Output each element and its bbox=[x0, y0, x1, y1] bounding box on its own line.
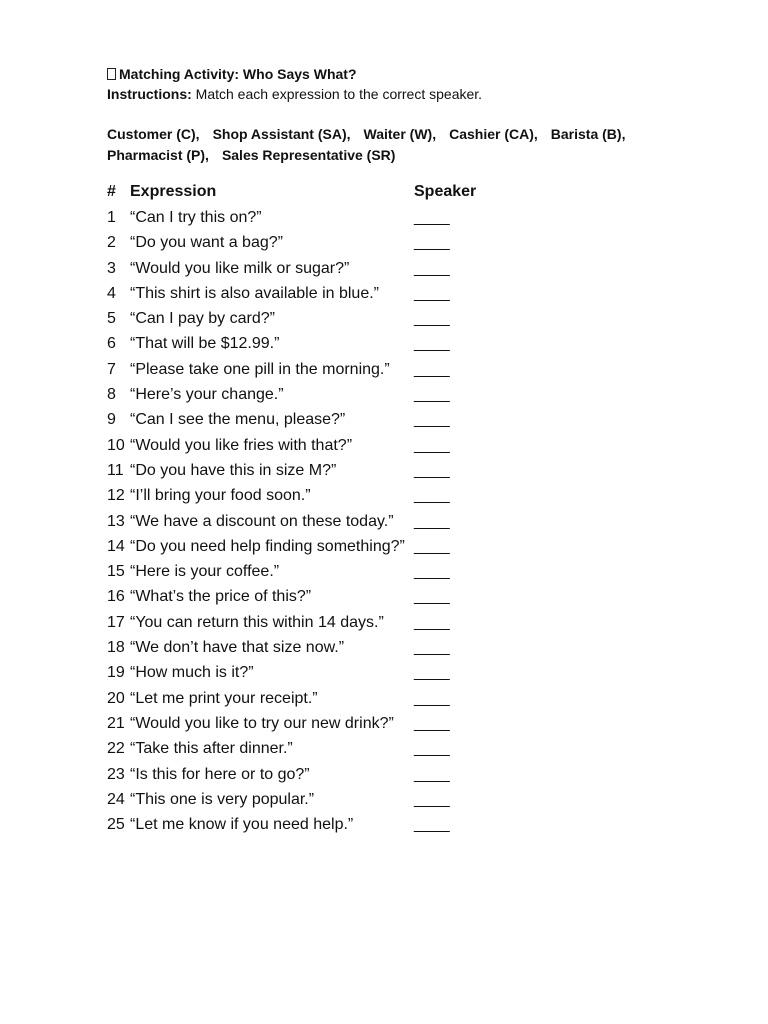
row-expression: “How much is it?” bbox=[130, 664, 254, 682]
speaker-answer-blank[interactable]: ____ bbox=[414, 360, 450, 378]
row-number: 2 bbox=[107, 234, 116, 252]
table-row bbox=[107, 686, 727, 711]
row-number: 7 bbox=[107, 360, 116, 378]
table-row bbox=[107, 281, 727, 306]
header-speaker: Speaker bbox=[414, 183, 477, 200]
row-expression: “Can I pay by card?” bbox=[130, 310, 275, 328]
table-header bbox=[107, 179, 727, 205]
table-row bbox=[107, 509, 727, 534]
speaker-answer-blank[interactable]: ____ bbox=[414, 664, 450, 682]
speaker-barista: Barista (B), bbox=[550, 126, 626, 142]
speaker-customer: Customer (C), bbox=[107, 126, 200, 142]
row-expression: “That will be $12.99.” bbox=[130, 335, 280, 353]
row-expression: “Is this for here or to go?” bbox=[130, 765, 310, 783]
worksheet-title: Matching Activity: Who Says What? bbox=[119, 66, 357, 82]
worksheet-title-line bbox=[107, 64, 727, 84]
row-expression: “Can I see the menu, please?” bbox=[130, 411, 346, 429]
row-number: 8 bbox=[107, 386, 116, 404]
table-row bbox=[107, 407, 727, 432]
speaker-shop-assistant: Shop Assistant (SA), bbox=[212, 126, 351, 142]
speaker-answer-blank[interactable]: ____ bbox=[414, 714, 450, 732]
row-expression: “Let me know if you need help.” bbox=[130, 816, 354, 834]
table-row bbox=[107, 660, 727, 685]
row-number: 13 bbox=[107, 512, 125, 530]
row-number: 16 bbox=[107, 588, 125, 606]
instructions bbox=[107, 84, 727, 104]
speaker-answer-blank[interactable]: ____ bbox=[414, 234, 450, 252]
row-expression: “Let me print your receipt.” bbox=[130, 689, 318, 707]
speaker-list bbox=[107, 124, 727, 166]
table-row bbox=[107, 256, 727, 281]
clipboard-icon bbox=[107, 68, 116, 80]
row-expression: “Here is your coffee.” bbox=[130, 563, 280, 581]
table-row bbox=[107, 382, 727, 407]
header-expression: Expression bbox=[130, 183, 217, 200]
speaker-answer-blank[interactable]: ____ bbox=[414, 790, 450, 808]
row-number: 20 bbox=[107, 689, 125, 707]
table-row bbox=[107, 559, 727, 584]
table-row bbox=[107, 357, 727, 382]
speaker-cashier: Cashier (CA), bbox=[449, 126, 538, 142]
row-number: 19 bbox=[107, 664, 125, 682]
speaker-answer-blank[interactable]: ____ bbox=[414, 765, 450, 783]
row-expression: “You can return this within 14 days.” bbox=[130, 613, 384, 631]
speaker-answer-blank[interactable]: ____ bbox=[414, 310, 450, 328]
table-body bbox=[107, 205, 727, 837]
row-number: 14 bbox=[107, 537, 125, 555]
speaker-answer-blank[interactable]: ____ bbox=[414, 411, 450, 429]
speaker-answer-blank[interactable]: ____ bbox=[414, 461, 450, 479]
row-expression: “Can I try this on?” bbox=[130, 209, 262, 226]
instructions-text: Match each expression to the correct speaker. bbox=[191, 86, 483, 102]
speaker-answer-blank[interactable]: ____ bbox=[414, 436, 450, 454]
row-number: 1 bbox=[107, 209, 116, 226]
row-expression: “Do you have this in size M?” bbox=[130, 461, 337, 479]
table-row bbox=[107, 483, 727, 508]
speaker-answer-blank[interactable]: ____ bbox=[414, 537, 450, 555]
matching-table bbox=[107, 179, 727, 837]
speaker-answer-blank[interactable]: ____ bbox=[414, 740, 450, 758]
row-number: 23 bbox=[107, 765, 125, 783]
table-row bbox=[107, 762, 727, 787]
speaker-answer-blank[interactable]: ____ bbox=[414, 209, 450, 226]
row-expression: “This one is very popular.” bbox=[130, 790, 315, 808]
speaker-answer-blank[interactable]: ____ bbox=[414, 335, 450, 353]
table-row bbox=[107, 711, 727, 736]
row-expression: “This shirt is also available in blue.” bbox=[130, 284, 379, 302]
row-expression: “We have a discount on these today.” bbox=[130, 512, 394, 530]
speaker-sales-representative: Sales Representative (SR) bbox=[221, 147, 396, 163]
speaker-answer-blank[interactable]: ____ bbox=[414, 563, 450, 581]
speaker-row-2 bbox=[107, 145, 727, 166]
row-number: 11 bbox=[107, 461, 124, 479]
row-expression: “Would you like fries with that?” bbox=[130, 436, 353, 454]
speaker-answer-blank[interactable]: ____ bbox=[414, 816, 450, 834]
row-number: 6 bbox=[107, 335, 116, 353]
row-number: 10 bbox=[107, 436, 125, 454]
row-expression: “We don’t have that size now.” bbox=[130, 639, 345, 657]
row-expression: “Do you need help finding something?” bbox=[130, 537, 405, 555]
worksheet bbox=[107, 64, 727, 837]
row-expression: “Do you want a bag?” bbox=[130, 234, 283, 252]
speaker-answer-blank[interactable]: ____ bbox=[414, 639, 450, 657]
row-number: 3 bbox=[107, 259, 116, 277]
speaker-answer-blank[interactable]: ____ bbox=[414, 386, 450, 404]
row-expression: “Please take one pill in the morning.” bbox=[130, 360, 390, 378]
table-row bbox=[107, 458, 727, 483]
row-number: 17 bbox=[107, 613, 125, 631]
speaker-answer-blank[interactable]: ____ bbox=[414, 613, 450, 631]
row-expression: “I’ll bring your food soon.” bbox=[130, 487, 311, 505]
row-expression: “Would you like milk or sugar?” bbox=[130, 259, 350, 277]
speaker-answer-blank[interactable]: ____ bbox=[414, 487, 450, 505]
table-row bbox=[107, 812, 727, 837]
table-row bbox=[107, 534, 727, 559]
table-row bbox=[107, 306, 727, 331]
row-number: 21 bbox=[107, 714, 125, 732]
table-row bbox=[107, 635, 727, 660]
row-number: 24 bbox=[107, 790, 125, 808]
row-number: 25 bbox=[107, 816, 125, 834]
row-number: 22 bbox=[107, 740, 125, 758]
speaker-pharmacist: Pharmacist (P), bbox=[107, 147, 209, 163]
row-number: 9 bbox=[107, 411, 116, 429]
row-number: 12 bbox=[107, 487, 125, 505]
speaker-row-1 bbox=[107, 124, 727, 145]
table-row bbox=[107, 584, 727, 609]
table-row bbox=[107, 205, 727, 230]
speaker-answer-blank[interactable]: ____ bbox=[414, 689, 450, 707]
speaker-answer-blank[interactable]: ____ bbox=[414, 284, 450, 302]
row-number: 15 bbox=[107, 563, 125, 581]
row-number: 4 bbox=[107, 284, 116, 302]
row-expression: “Take this after dinner.” bbox=[130, 740, 293, 758]
speaker-answer-blank[interactable]: ____ bbox=[414, 512, 450, 530]
instructions-label: Instructions: bbox=[107, 86, 192, 102]
table-row bbox=[107, 736, 727, 761]
speaker-answer-blank[interactable]: ____ bbox=[414, 259, 450, 277]
row-expression: “What’s the price of this?” bbox=[130, 588, 312, 606]
speaker-waiter: Waiter (W), bbox=[363, 126, 437, 142]
table-row bbox=[107, 331, 727, 356]
row-number: 5 bbox=[107, 310, 116, 328]
table-row bbox=[107, 433, 727, 458]
speaker-answer-blank[interactable]: ____ bbox=[414, 588, 450, 606]
table-row bbox=[107, 787, 727, 812]
header-number: # bbox=[107, 183, 116, 200]
row-expression: “Would you like to try our new drink?” bbox=[130, 714, 394, 732]
table-row bbox=[107, 610, 727, 635]
row-expression: “Here’s your change.” bbox=[130, 386, 284, 404]
row-number: 18 bbox=[107, 639, 125, 657]
table-row bbox=[107, 230, 727, 255]
